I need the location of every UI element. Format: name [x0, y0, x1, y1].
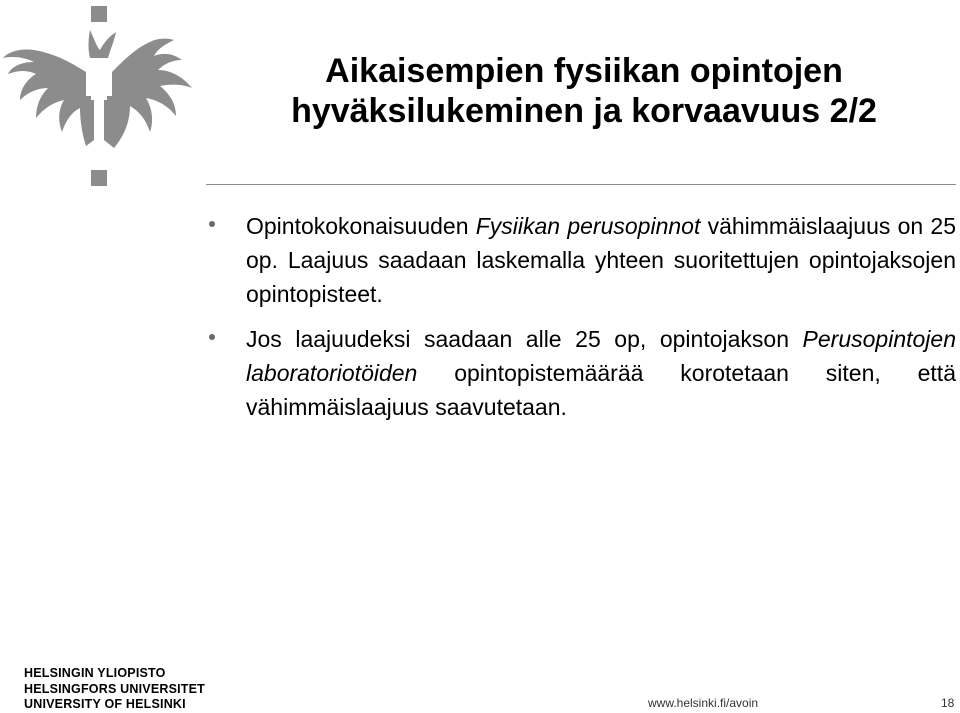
page-number: 18: [941, 696, 955, 710]
logo-flame-right: [104, 39, 192, 148]
bullet-2-rest: opintopistemäärää korotetaan siten, että vähimmäislaajuus saavutetaan.: [246, 360, 956, 421]
university-name: [24, 666, 205, 713]
university-name-en: UNIVERSITY OF HELSINKI: [24, 697, 186, 711]
bullet-item-1: [206, 209, 956, 311]
logo-flame-center: [89, 30, 117, 58]
logo-square-center: [91, 84, 107, 100]
title-line-2: hyväksilukeminen ja korvaavuus 2/2: [291, 91, 877, 130]
bullet-1-italic-course-name: Fysiikan perusopinnot: [475, 213, 701, 239]
logo-square-top: [91, 6, 107, 22]
bullet-2-text: Jos laajuudeksi saadaan alle 25 op, opintojakson: [246, 326, 803, 353]
logo-flame-left: [3, 49, 94, 146]
bullet-1-rest: vähimmäislaajuus on 25 op. Laajuus saadaan laskemalla yhteen suoritettujen opintojaksojen opintopisteet.: [246, 213, 957, 308]
university-flame-logo-icon: [0, 0, 200, 190]
footer-url: www.helsinki.fi/avoin: [648, 696, 759, 710]
logo-square-bottom: [91, 170, 107, 186]
bullet-list: [206, 209, 956, 424]
slide-title: [214, 52, 954, 132]
bullet-dot-icon: [209, 221, 215, 227]
university-name-fi: HELSINGIN YLIOPISTO: [24, 666, 166, 680]
bullet-dot-icon: [209, 334, 215, 340]
bullet-1-text: Opintokokonaisuuden: [246, 213, 476, 239]
university-name-sv: HELSINGFORS UNIVERSITET: [24, 681, 206, 696]
bullet-2-italic-course-name: Perusopintojen laboratoriotöiden: [246, 326, 956, 387]
title-divider: [206, 184, 956, 185]
title-line-1: Aikaisempien fysiikan opintojen: [325, 52, 843, 90]
bullet-item-2: [206, 322, 956, 424]
